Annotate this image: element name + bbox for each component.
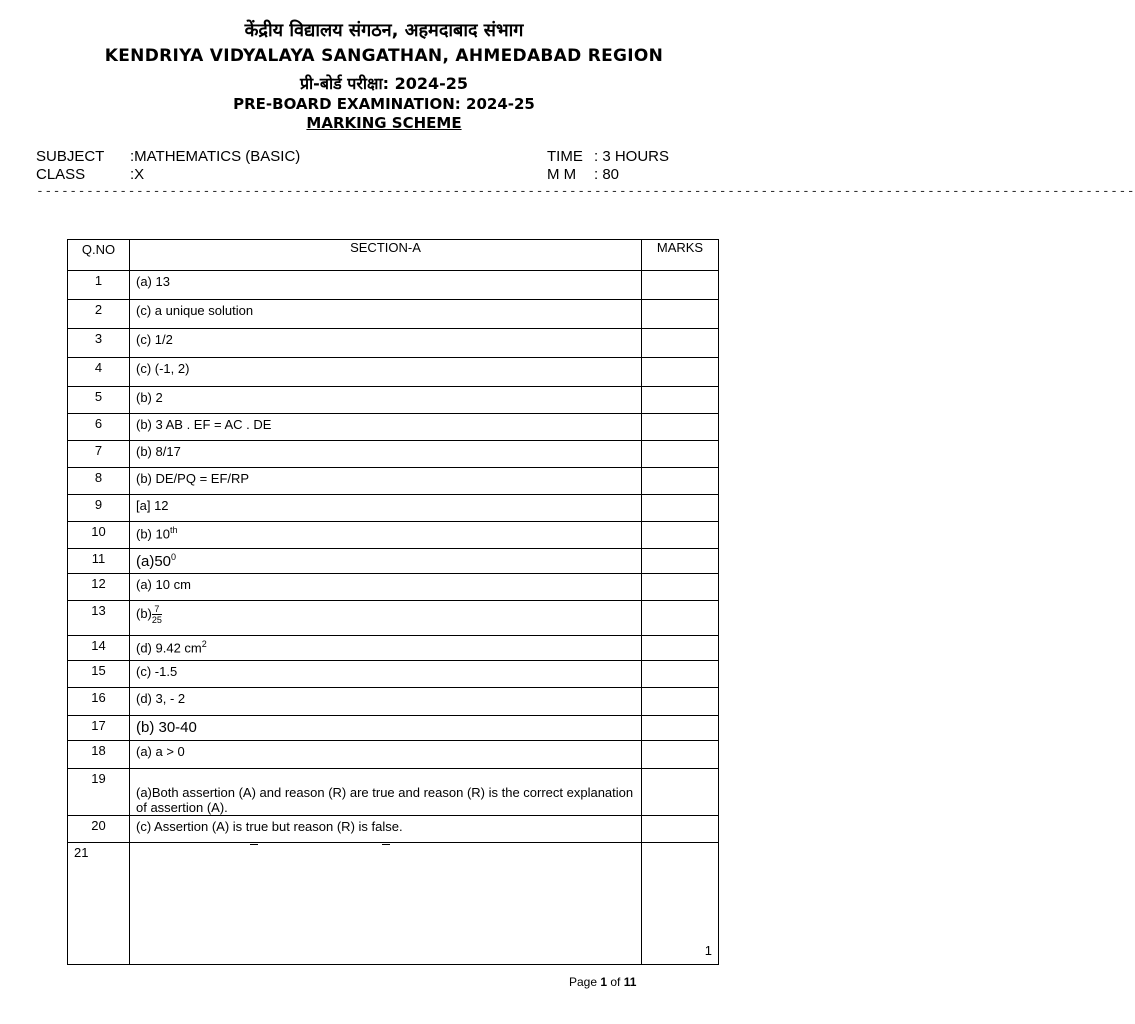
question-number: 15 (68, 661, 130, 688)
answer-text: (c) Assertion (A) is true but reason (R) is false. (136, 819, 403, 834)
table-row (68, 688, 719, 716)
answer-superscript: 0 (171, 552, 177, 562)
page-total: 11 (623, 975, 637, 989)
page-current: 1 (600, 975, 608, 989)
table-row (68, 549, 719, 574)
question-number: 12 (68, 574, 130, 601)
fraction (152, 604, 162, 625)
answer-text: (b) (136, 605, 152, 621)
question-number: 16 (68, 688, 130, 716)
table-row (68, 387, 719, 414)
answer-cell (130, 414, 642, 441)
answer-text: (b) DE/PQ = EF/RP (136, 471, 250, 486)
document-title-text: MARKING SCHEME (306, 114, 462, 132)
marks-cell (642, 522, 719, 549)
question-number: 10 (68, 522, 130, 549)
class-value: :X (130, 166, 145, 183)
table-row (68, 358, 719, 387)
marks-cell (642, 769, 719, 816)
question-number: 20 (68, 816, 130, 843)
answer-cell (130, 329, 642, 358)
marks-cell (642, 636, 719, 661)
time-label: TIME (547, 148, 583, 165)
marks-cell (642, 414, 719, 441)
table-body (68, 271, 719, 965)
marks-cell (642, 468, 719, 495)
question-number: 13 (68, 601, 130, 636)
question-number: 17 (68, 716, 130, 741)
question-number: 21 (68, 843, 130, 965)
answer-text: (a) 13 (136, 274, 170, 289)
answer-text: (c) -1.5 (136, 664, 178, 679)
blank-mark (382, 844, 390, 845)
table-row (68, 468, 719, 495)
marks-cell (642, 549, 719, 574)
separator-line: ------------------------------------------------------------------------------------------------------------------------------------ (36, 184, 1135, 199)
question-number: 6 (68, 414, 130, 441)
marks-cell (642, 688, 719, 716)
fraction-denominator: 25 (151, 615, 162, 625)
answer-text: (a) a > 0 (136, 744, 185, 759)
answer-text: (a)Both assertion (A) and reason (R) are true and reason (R) is the correct explanation of assertion (A). (136, 785, 634, 815)
answer-cell (130, 387, 642, 414)
answer-text: (c) (-1, 2) (136, 361, 190, 376)
answer-text: (b) 2 (136, 390, 163, 405)
answer-cell (130, 271, 642, 300)
marks-cell (642, 661, 719, 688)
table-row (68, 495, 719, 522)
table-row (68, 843, 719, 965)
marks-cell: 1 (642, 843, 719, 965)
answer-cell (130, 601, 642, 636)
answer-cell (130, 843, 642, 965)
table-row (68, 661, 719, 688)
marks-cell (642, 300, 719, 329)
answer-cell (130, 358, 642, 387)
table-row (68, 816, 719, 843)
answer-text: (b) 8/17 (136, 444, 181, 459)
subject-label: SUBJECT (36, 148, 105, 165)
org-name-hindi: केंद्रीय विद्यालय संगठन, अहमदाबाद संभाग (244, 20, 524, 41)
answer-cell (130, 636, 642, 661)
max-marks-value: : 80 (594, 166, 620, 183)
question-number: 1 (68, 271, 130, 300)
answer-cell (130, 441, 642, 468)
document-title (0, 114, 768, 132)
question-number: 18 (68, 741, 130, 769)
page-number (569, 975, 636, 989)
marks-cell (642, 574, 719, 601)
question-number: 11 (68, 549, 130, 574)
answer-text: (d) 9.42 cm (136, 640, 202, 656)
table-row (68, 769, 719, 816)
header-section: SECTION-A (130, 240, 642, 271)
table-row (68, 441, 719, 468)
table-row (68, 414, 719, 441)
answer-text: (a)50 (136, 553, 172, 570)
answer-text: (c) a unique solution (136, 303, 254, 318)
subject-value: :MATHEMATICS (BASIC) (130, 148, 301, 165)
question-number: 7 (68, 441, 130, 468)
question-number: 3 (68, 329, 130, 358)
table-header-row (68, 240, 719, 271)
answer-text: (d) 3, - 2 (136, 691, 186, 706)
table-row (68, 601, 719, 636)
answer-cell (130, 741, 642, 769)
marks-cell (642, 741, 719, 769)
marks-cell (642, 816, 719, 843)
answer-cell (130, 716, 642, 741)
question-number: 4 (68, 358, 130, 387)
marks-cell (642, 601, 719, 636)
marks-cell (642, 387, 719, 414)
answer-text: (b) 3 AB . EF = AC . DE (136, 417, 272, 432)
marks-cell (642, 358, 719, 387)
table-row (68, 329, 719, 358)
answer-cell (130, 495, 642, 522)
fraction-numerator: 7 (152, 604, 162, 615)
org-name: KENDRIYA VIDYALAYA SANGATHAN, AHMEDABAD REGION (104, 46, 664, 66)
answer-cell (130, 769, 642, 816)
question-number: 19 (68, 769, 130, 816)
answer-text: [a] 12 (136, 498, 169, 513)
answer-text: (b) 30-40 (136, 719, 197, 736)
answer-superscript: th (169, 525, 178, 535)
table-row (68, 574, 719, 601)
max-marks-label: M M (547, 166, 577, 183)
table-row (68, 522, 719, 549)
table-row (68, 741, 719, 769)
exam-name-hindi: प्री-बोर्ड परीक्षा: 2024-25 (299, 74, 469, 93)
class-label: CLASS (36, 166, 86, 183)
question-number: 14 (68, 636, 130, 661)
header-marks: MARKS (642, 240, 719, 271)
marks-cell (642, 495, 719, 522)
marks-cell (642, 329, 719, 358)
answer-cell (130, 549, 642, 574)
answer-table (67, 239, 719, 965)
table-row (68, 636, 719, 661)
answer-cell (130, 816, 642, 843)
answer-cell (130, 300, 642, 329)
answer-cell (130, 522, 642, 549)
answer-cell (130, 688, 642, 716)
blank-mark (250, 844, 258, 845)
time-value: : 3 HOURS (594, 148, 670, 165)
question-number: 2 (68, 300, 130, 329)
table-row (68, 716, 719, 741)
page-of: of (607, 975, 624, 989)
marks-cell (642, 716, 719, 741)
answer-cell (130, 468, 642, 495)
marks-cell (642, 271, 719, 300)
answer-text: (a) 10 cm (136, 577, 191, 592)
question-number: 9 (68, 495, 130, 522)
answer-cell (130, 574, 642, 601)
answer-cell (130, 661, 642, 688)
page-prefix: Page (569, 975, 601, 989)
question-number: 8 (68, 468, 130, 495)
question-number: 5 (68, 387, 130, 414)
answer-text: (b) 10 (136, 526, 170, 542)
table-row (68, 300, 719, 329)
table-row (68, 271, 719, 300)
header-qno: Q.NO (68, 240, 130, 271)
marks-cell (642, 441, 719, 468)
exam-name: PRE-BOARD EXAMINATION: 2024-25 (233, 95, 535, 113)
answer-text: (c) 1/2 (136, 332, 173, 347)
answer-superscript: 2 (201, 639, 207, 649)
